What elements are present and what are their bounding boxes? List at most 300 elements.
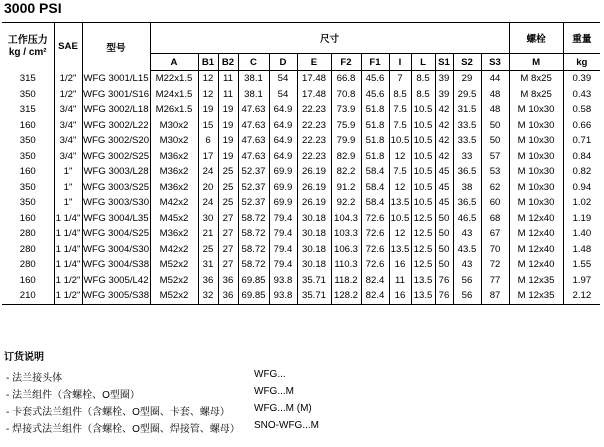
table-cell: 54: [269, 87, 297, 103]
table-cell: M30x2: [150, 133, 198, 149]
table-cell: 38.1: [238, 71, 269, 87]
table-cell: 350: [19, 88, 36, 100]
table-cell: 69.85: [238, 288, 269, 304]
table-cell: 110.3: [331, 257, 361, 273]
table-cell: 79.4: [269, 257, 297, 273]
table-cell: 30.18: [297, 211, 331, 227]
table-cell: 58.72: [238, 257, 269, 273]
table-cell: 92.2: [331, 195, 361, 211]
table-cell: 13.5: [389, 195, 411, 211]
table-cell: 72: [481, 257, 509, 273]
table-cell: 10.5: [411, 149, 435, 165]
table-row: [2, 87, 600, 103]
table-cell: 36: [218, 288, 238, 304]
table-cell: 45: [435, 164, 453, 180]
table-cell: M36x2: [150, 149, 198, 165]
col-header-i: I: [389, 54, 411, 71]
table-cell: 45.6: [361, 71, 389, 87]
table-cell: 103.3: [331, 226, 361, 242]
table-cell: WFG 3003/S25: [82, 180, 150, 196]
table-cell: 350: [19, 181, 36, 193]
table-cell: 25: [218, 195, 238, 211]
table-cell: 67: [481, 226, 509, 242]
table-cell: 8.5: [411, 87, 435, 103]
table-cell: 315: [19, 73, 36, 84]
table-cell: 56: [453, 273, 481, 289]
table-cell: 93.8: [269, 273, 297, 289]
table-cell: 1 1/4": [54, 257, 82, 273]
table-cell: 38: [453, 180, 481, 196]
table-cell: 30.18: [297, 226, 331, 242]
spec-table: [2, 22, 600, 305]
table-cell: 30.18: [297, 242, 331, 258]
table-cell: 1.48: [563, 242, 600, 258]
table-cell: 0.58: [563, 102, 600, 118]
table-cell: 1.19: [563, 211, 600, 227]
table-cell: 106.3: [331, 242, 361, 258]
note-item: [4, 403, 312, 420]
table-cell: M 10x30: [509, 164, 563, 180]
table-cell: WFG 3002/S20: [82, 133, 150, 149]
table-cell: M 12x35: [509, 288, 563, 304]
table-cell: 16: [389, 257, 411, 273]
table-cell: 31.5: [453, 102, 481, 118]
table-cell: 10.5: [411, 118, 435, 134]
table-cell: M 12x40: [509, 226, 563, 242]
table-row: [2, 195, 600, 211]
table-cell: 38.1: [238, 87, 269, 103]
table-cell: WFG 3003/L28: [82, 164, 150, 180]
weight-header: 重量: [563, 23, 600, 54]
table-cell: M 12x35: [509, 273, 563, 289]
table-cell: 3/4": [54, 149, 82, 165]
col-header-f2: F2: [331, 54, 361, 71]
table-cell: 128.2: [331, 288, 361, 304]
table-cell: WFG 3002/S25: [82, 149, 150, 165]
ordering-notes: [4, 348, 319, 437]
table-cell: 10.5: [411, 180, 435, 196]
table-cell: 48: [481, 102, 509, 118]
page-title: 3000 PSI: [4, 0, 62, 16]
table-cell: 35.71: [297, 273, 331, 289]
table-cell: 52.37: [238, 164, 269, 180]
table-cell: WFG 3001/L15: [82, 71, 150, 87]
table-cell: 66.8: [331, 71, 361, 87]
table-cell: 51.8: [361, 102, 389, 118]
table-cell: 25: [218, 180, 238, 196]
table-cell: M 10x30: [509, 180, 563, 196]
table-cell: WFG 3003/S30: [82, 195, 150, 211]
table-cell: 21: [198, 226, 218, 242]
note-code: WFG...: [254, 369, 286, 380]
table-cell: 2.12: [563, 288, 600, 304]
table-cell: 69.9: [269, 164, 297, 180]
table-cell: 10.5: [411, 164, 435, 180]
table-cell: 58.72: [238, 226, 269, 242]
table-cell: M 10x30: [509, 195, 563, 211]
table-cell: M 10x30: [509, 133, 563, 149]
table-cell: 72.6: [361, 211, 389, 227]
table-cell: M22x1.5: [150, 71, 198, 87]
col-header-m: M: [509, 54, 563, 71]
note-code: WFG...M (M): [254, 403, 312, 414]
table-cell: M36x2: [150, 226, 198, 242]
table-cell: 12.5: [411, 226, 435, 242]
table-cell: 33: [453, 149, 481, 165]
table-cell: 79.9: [331, 133, 361, 149]
table-cell: 12: [389, 226, 411, 242]
table-cell: 1 1/4": [54, 211, 82, 227]
table-cell: 42: [435, 133, 453, 149]
table-cell: 27: [218, 211, 238, 227]
table-row: [2, 164, 600, 180]
table-cell: 68: [481, 211, 509, 227]
table-cell: 1.40: [563, 226, 600, 242]
table-row: [2, 102, 600, 118]
col-header-a: A: [150, 54, 198, 71]
table-cell: 43: [453, 257, 481, 273]
table-cell: 82.9: [331, 149, 361, 165]
table-cell: 1": [54, 164, 82, 180]
table-cell: 79.4: [269, 226, 297, 242]
table-cell: 1.55: [563, 257, 600, 273]
table-cell: 1 1/2": [54, 273, 82, 289]
table-cell: 46.5: [453, 211, 481, 227]
col-header-l: L: [411, 54, 435, 71]
table-cell: 53: [481, 164, 509, 180]
table-cell: 45.6: [361, 87, 389, 103]
table-cell: 1 1/4": [54, 242, 82, 258]
col-header-kg: kg: [563, 54, 600, 71]
table-row: [2, 211, 600, 227]
table-cell: 50: [481, 133, 509, 149]
table-cell: 79.4: [269, 242, 297, 258]
table-cell: 104.3: [331, 211, 361, 227]
table-cell: WFG 3004/S30: [82, 242, 150, 258]
table-cell: 44: [481, 71, 509, 87]
table-cell: 70: [481, 242, 509, 258]
note-description: - 法兰组件（含螺栓、O型圈）: [6, 390, 140, 401]
table-row: [2, 133, 600, 149]
table-cell: M42x2: [150, 242, 198, 258]
table-cell: 12.5: [411, 257, 435, 273]
table-cell: 210: [2, 288, 54, 304]
pressure-header: 工作压力 kg / cm²: [2, 23, 54, 71]
table-cell: 56: [453, 288, 481, 304]
table-cell: 12: [389, 149, 411, 165]
col-header-f1: F1: [361, 54, 389, 71]
table-cell: M52x2: [150, 273, 198, 289]
table-cell: 50: [435, 242, 453, 258]
col-header-e: E: [297, 54, 331, 71]
table-cell: 22.23: [297, 133, 331, 149]
table-cell: 10.5: [411, 133, 435, 149]
table-cell: 19: [218, 149, 238, 165]
table-cell: 48: [481, 87, 509, 103]
table-cell: 42: [435, 118, 453, 134]
table-cell: 39: [435, 87, 453, 103]
table-row: [2, 149, 600, 165]
table-cell: 26.19: [297, 164, 331, 180]
table-cell: M26x1.5: [150, 102, 198, 118]
table-row: [2, 71, 600, 87]
table-cell: 52.37: [238, 195, 269, 211]
table-cell: WFG 3004/S25: [82, 226, 150, 242]
table-cell: 82.4: [361, 273, 389, 289]
col-header-b1: B1: [198, 54, 218, 71]
table-cell: 72.6: [361, 257, 389, 273]
table-cell: 58.72: [238, 211, 269, 227]
table-cell: 6: [198, 133, 218, 149]
table-cell: 27: [218, 257, 238, 273]
table-cell: 47.63: [238, 102, 269, 118]
table-cell: 13.5: [411, 288, 435, 304]
table-cell: 69.9: [269, 180, 297, 196]
table-cell: 19: [218, 118, 238, 134]
table-cell: 26.19: [297, 180, 331, 196]
table-cell: WFG 3005/S38: [82, 288, 150, 304]
table-cell: 69.9: [269, 195, 297, 211]
note-description: - 焊接式法兰组件（含螺栓、O型圈、焊接管、螺母）: [6, 424, 240, 435]
table-cell: 58.4: [361, 180, 389, 196]
table-row: [2, 257, 600, 273]
table-cell: 1/2": [54, 71, 82, 87]
table-cell: 51.8: [361, 133, 389, 149]
table-cell: WFG 3004/L35: [82, 211, 150, 227]
table-cell: 75.9: [331, 118, 361, 134]
table-cell: 3/4": [54, 133, 82, 149]
table-cell: M 8x25: [509, 71, 563, 87]
table-cell: 35.71: [297, 288, 331, 304]
table-cell: 69.85: [238, 273, 269, 289]
table-cell: 93.8: [269, 288, 297, 304]
table-cell: WFG 3004/S38: [82, 257, 150, 273]
note-code: WFG...M: [254, 386, 294, 397]
table-cell: 54: [269, 71, 297, 87]
table-cell: 1.02: [563, 195, 600, 211]
table-cell: 0.66: [563, 118, 600, 134]
table-cell: 17.48: [297, 87, 331, 103]
table-cell: 12.5: [411, 211, 435, 227]
table-cell: 58.4: [361, 164, 389, 180]
table-cell: 17.48: [297, 71, 331, 87]
table-cell: 118.2: [331, 273, 361, 289]
table-cell: 50: [435, 257, 453, 273]
table-cell: WFG 3005/L42: [82, 273, 150, 289]
table-cell: 0.43: [563, 87, 600, 103]
table-cell: 17: [198, 149, 218, 165]
table-cell: 70.8: [331, 87, 361, 103]
table-cell: 52.37: [238, 180, 269, 196]
table-cell: 8.5: [411, 71, 435, 87]
table-cell: 47.63: [238, 149, 269, 165]
table-cell: 0.82: [563, 164, 600, 180]
table-row: [2, 273, 600, 289]
table-cell: 31: [198, 257, 218, 273]
note-code: SNO-WFG...M: [254, 420, 319, 431]
table-cell: 1 1/2": [54, 288, 82, 304]
table-cell: 10.5: [411, 195, 435, 211]
table-cell: 60: [481, 195, 509, 211]
table-cell: 160: [19, 274, 36, 286]
table-cell: 0.39: [563, 71, 600, 87]
table-cell: 30: [198, 211, 218, 227]
table-cell: M36x2: [150, 164, 198, 180]
col-header-d: D: [269, 54, 297, 71]
table-cell: M 10x30: [509, 118, 563, 134]
table-cell: 51.8: [361, 118, 389, 134]
table-cell: 36: [218, 273, 238, 289]
table-cell: M52x2: [150, 288, 198, 304]
table-row: [2, 242, 600, 258]
table-cell: M52x2: [150, 257, 198, 273]
table-cell: 24: [198, 195, 218, 211]
note-description: - 法兰接头体: [6, 373, 63, 384]
table-cell: 27: [218, 242, 238, 258]
table-cell: 0.94: [563, 180, 600, 196]
table-cell: 22.23: [297, 149, 331, 165]
model-header: 型号: [82, 23, 150, 71]
table-cell: 39: [435, 71, 453, 87]
table-cell: M 10x30: [509, 102, 563, 118]
table-cell: 12: [198, 87, 218, 103]
table-cell: 43: [453, 226, 481, 242]
table-cell: 19: [218, 133, 238, 149]
table-cell: M 12x40: [509, 242, 563, 258]
table-cell: 64.9: [269, 118, 297, 134]
table-cell: 42: [435, 102, 453, 118]
table-cell: 10.5: [389, 133, 411, 149]
table-row: [2, 226, 600, 242]
table-cell: 280: [19, 243, 36, 255]
table-cell: WFG 3002/L22: [82, 118, 150, 134]
table-cell: 30.18: [297, 257, 331, 273]
table-cell: 82.2: [331, 164, 361, 180]
table-cell: 1": [54, 195, 82, 211]
table-cell: 29: [453, 71, 481, 87]
table-cell: 73.9: [331, 102, 361, 118]
table-cell: 280: [19, 228, 36, 240]
table-cell: 280: [19, 259, 36, 271]
table-cell: 36.5: [453, 164, 481, 180]
table-cell: 27: [218, 226, 238, 242]
table-cell: 51.8: [361, 149, 389, 165]
table-cell: 47.63: [238, 133, 269, 149]
table-cell: 13.5: [389, 242, 411, 258]
table-cell: M 8x25: [509, 87, 563, 103]
note-description: - 卡套式法兰组件（含螺栓、O型圈、卡套、螺母）: [6, 407, 230, 418]
table-cell: 76: [435, 273, 453, 289]
table-cell: 1.97: [563, 273, 600, 289]
table-cell: 160: [19, 119, 36, 131]
notes-title: 订货说明: [4, 352, 44, 363]
table-cell: M42x2: [150, 195, 198, 211]
table-cell: 0.84: [563, 149, 600, 165]
note-item: [4, 386, 294, 403]
table-cell: 3/4": [54, 118, 82, 134]
table-cell: M 10x30: [509, 149, 563, 165]
table-cell: 25: [198, 242, 218, 258]
table-cell: 45: [435, 195, 453, 211]
table-cell: 45: [435, 180, 453, 196]
table-cell: 32: [198, 288, 218, 304]
table-cell: 11: [218, 87, 238, 103]
table-cell: 50: [435, 226, 453, 242]
table-cell: 43.5: [453, 242, 481, 258]
table-cell: 1/2": [54, 87, 82, 103]
table-cell: 12: [389, 180, 411, 196]
table-cell: 12: [198, 71, 218, 87]
table-cell: 12.5: [411, 242, 435, 258]
table-cell: 7.5: [389, 102, 411, 118]
table-cell: 160: [19, 166, 36, 178]
table-cell: 160: [19, 212, 36, 224]
table-cell: M45x2: [150, 211, 198, 227]
table-cell: 33.5: [453, 133, 481, 149]
table-cell: 36.5: [453, 195, 481, 211]
table-cell: 79.4: [269, 211, 297, 227]
table-cell: 76: [435, 288, 453, 304]
col-header-s1: S1: [435, 54, 453, 71]
table-cell: 350: [19, 150, 36, 162]
table-cell: 77: [481, 273, 509, 289]
table-cell: M30x2: [150, 118, 198, 134]
table-cell: 350: [19, 135, 36, 147]
table-cell: 19: [198, 102, 218, 118]
table-cell: 20: [198, 180, 218, 196]
col-header-c: C: [238, 54, 269, 71]
col-header-s3: S3: [481, 54, 509, 71]
table-cell: M 12x40: [509, 211, 563, 227]
table-cell: 3/4": [54, 102, 82, 118]
table-cell: WFG 3001/S16: [82, 87, 150, 103]
table-cell: WFG 3002/L18: [82, 102, 150, 118]
bolt-header: 螺栓: [509, 23, 563, 54]
table-row: [2, 180, 600, 196]
table-cell: 19: [218, 102, 238, 118]
table-cell: 8.5: [389, 87, 411, 103]
table-cell: 13.5: [411, 273, 435, 289]
table-cell: 50: [481, 118, 509, 134]
table-cell: 16: [389, 288, 411, 304]
table-cell: 10.5: [411, 102, 435, 118]
table-cell: 82.4: [361, 288, 389, 304]
table-cell: 22.23: [297, 102, 331, 118]
table-cell: 24: [198, 164, 218, 180]
table-cell: 315: [19, 104, 36, 116]
table-cell: 1 1/4": [54, 226, 82, 242]
col-header-s2: S2: [453, 54, 481, 71]
sae-header: SAE: [54, 23, 82, 71]
note-item: [4, 369, 286, 386]
table-cell: 58.72: [238, 242, 269, 258]
table-cell: 64.9: [269, 102, 297, 118]
table-cell: 87: [481, 288, 509, 304]
table-cell: 91.2: [331, 180, 361, 196]
table-cell: 25: [218, 164, 238, 180]
table-cell: 64.9: [269, 149, 297, 165]
table-cell: 72.6: [361, 242, 389, 258]
table-cell: 57: [481, 149, 509, 165]
table-cell: M24x1.5: [150, 87, 198, 103]
dimensions-header: 尺寸: [150, 23, 509, 54]
table-cell: 7.5: [389, 118, 411, 134]
table-cell: 11: [389, 273, 411, 289]
table-cell: 350: [19, 197, 36, 209]
table-row: [2, 118, 600, 134]
table-cell: 47.63: [238, 118, 269, 134]
table-cell: 22.23: [297, 118, 331, 134]
